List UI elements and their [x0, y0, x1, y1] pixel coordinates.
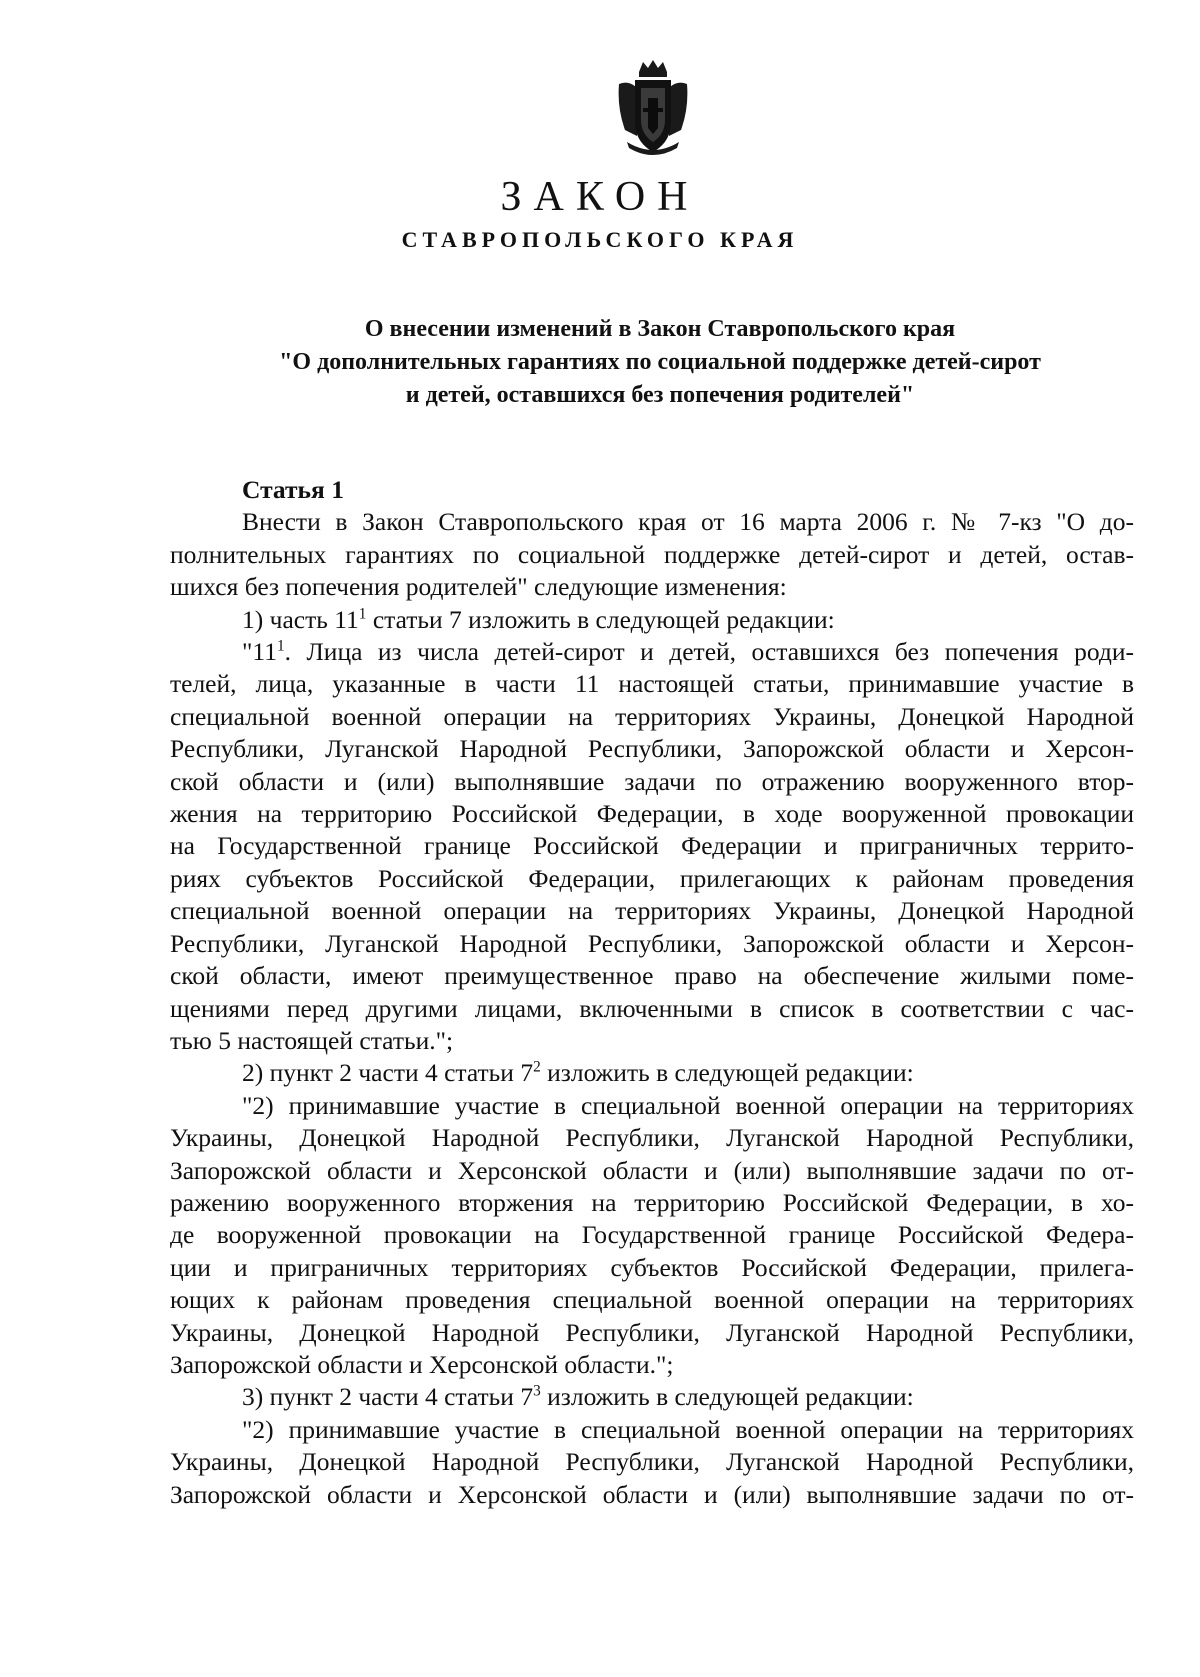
heading-line: и детей, оставшихся без попечения родителей": [405, 382, 915, 408]
quote-line: тью 5 настоящей статьи.";: [170, 1025, 454, 1055]
quote-line: Украины, Донецкой Народной Республики, Луганской Народной Республики,: [170, 1317, 1134, 1347]
heading-line: О внесении изменений в Закон Ставропольского края: [364, 316, 956, 342]
quote-line: Республики, Луганской Народной Республики, Запорожской области и Херсон-: [170, 928, 1134, 958]
amendment-item-1: 1) часть $11^1$ статьи 7 изложить в следующей редакции:: [242, 604, 835, 634]
quote-line: ющих к районам проведения специальной военной операции на территориях: [170, 1285, 1134, 1315]
quote-line: ции и приграничных территориях субъектов Российской Федерации, прилега-: [170, 1252, 1134, 1282]
quote-line: "2) принимавшие участие в специальной военной операции на территориях: [242, 1090, 1134, 1120]
amendment-item-3: 3) пункт 2 части 4 статьи $7^3$ изложить в следующей редакции:: [242, 1382, 914, 1412]
intro-line: шихся без попечения родителей" следующие изменения:: [170, 572, 787, 602]
quote-line: ской области, имеют преимущественное право на обеспечение жилыми поме-: [170, 961, 1134, 991]
quote-line: Украины, Донецкой Народной Республики, Луганской Народной Республики,: [170, 1447, 1134, 1477]
quote-line: Запорожской области и Херсонской области и (или) выполнявшие задачи по от-: [170, 1479, 1134, 1509]
quote-line: Запорожской области и Херсонской области.";: [170, 1349, 674, 1379]
intro-line: Внести в Закон Ставропольского края от 16 марта 2006 г. № 7-кз "О до-: [242, 507, 1134, 537]
quote-line: "2) принимавшие участие в специальной военной операции на территориях: [242, 1414, 1134, 1444]
quote-line: де вооруженной провокации на Государственной границе Российской Федера-: [170, 1220, 1134, 1250]
quote-line: Запорожской области и Херсонской области и (или) выполнявшие задачи по от-: [170, 1155, 1134, 1185]
heading-line: "О дополнительных гарантиях по социальной поддержке детей-сирот: [279, 349, 1041, 375]
quote-line: на Государственной границе Российской Федерации и приграничных террито-: [170, 831, 1134, 861]
document-subtitle: СТАВРОПОЛЬСКОГО КРАЯ: [401, 227, 799, 252]
quote-line: "$11^1$. Лица из числа детей-сирот и детей, оставшихся без попечения роди-: [242, 637, 1134, 667]
quote-line: телей, лица, указанные в части 11 настоящей статьи, принимавшие участие в: [170, 669, 1134, 699]
article-title: Статья 1: [242, 475, 344, 504]
quote-line: щениями перед другими лицами, включенными в список в соответствии с час-: [170, 993, 1134, 1023]
intro-line: полнительных гарантиях по социальной поддержке детей-сирот и детей, остав-: [170, 539, 1134, 569]
quote-line: ражению вооруженного вторжения на территорию Российской Федерации, в хо-: [170, 1187, 1134, 1217]
quote-line: специальной военной операции на территориях Украины, Донецкой Народной: [170, 896, 1134, 926]
document-title: ЗАКОН: [500, 174, 700, 220]
document-body: [170, 474, 1134, 1511]
amendment-item-2: 2) пункт 2 части 4 статьи $7^2$ изложить в следующей редакции:: [242, 1058, 914, 1088]
quote-line: ской области и (или) выполнявшие задачи по отражению вооруженного втор-: [170, 766, 1134, 796]
quote-line: жения на территорию Российской Федерации, в ходе вооруженной провокации: [170, 799, 1134, 829]
coat-of-arms-icon: [615, 58, 691, 158]
quote-line: риях субъектов Российской Федерации, прилегающих к районам проведения: [170, 863, 1134, 893]
quote-line: Республики, Луганской Народной Республики, Запорожской области и Херсон-: [170, 734, 1134, 764]
law-heading: [160, 313, 1160, 412]
quote-line: Украины, Донецкой Народной Республики, Луганской Народной Республики,: [170, 1123, 1134, 1153]
quote-line: специальной военной операции на территориях Украины, Донецкой Народной: [170, 701, 1134, 731]
